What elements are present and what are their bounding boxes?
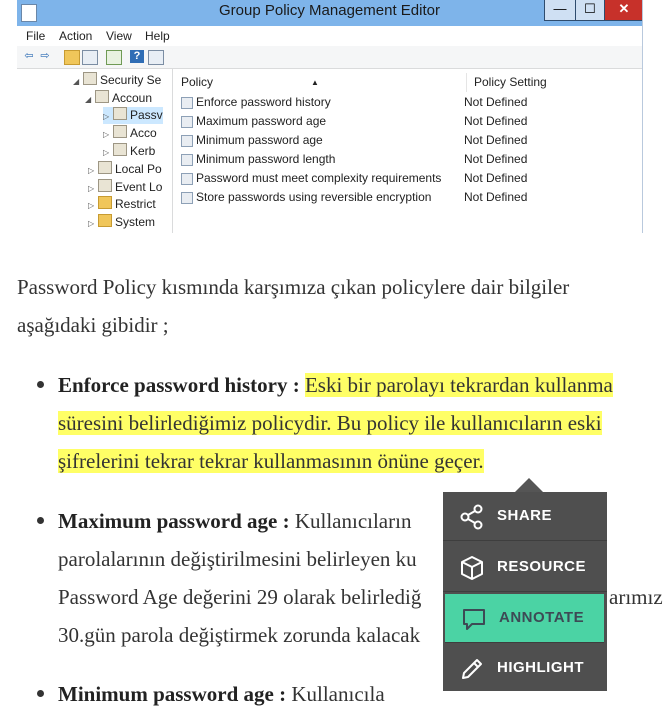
tree-item-security-settings[interactable]: ◢ Security Se	[73, 73, 162, 87]
menubar	[17, 26, 642, 46]
highlight-button[interactable]: HIGHLIGHT	[443, 644, 607, 692]
tree-item-password-policy[interactable]: ▷ Passv	[103, 108, 163, 122]
column-header-setting[interactable]: Policy Setting	[468, 73, 643, 92]
table-row[interactable]: Minimum password age Not Defined	[173, 131, 642, 150]
resource-button[interactable]: RESOURCE	[443, 543, 607, 592]
tree-item-restricted-groups[interactable]: ▷ Restrict	[88, 197, 156, 211]
list-item-line	[58, 442, 484, 480]
help-icon[interactable]: ?	[130, 50, 144, 63]
term-min-age: Minimum password age :	[58, 682, 287, 706]
window-titlebar	[17, 0, 642, 26]
window-title: Group Policy Management Editor	[219, 2, 440, 19]
share-icon	[459, 504, 485, 530]
list-item-line	[58, 366, 613, 404]
tree-item-account-lockout[interactable]: ▷ Acco	[103, 126, 157, 140]
list-item-line: 30.gün parola değiştirmek zorunda kalacak	[58, 623, 421, 647]
policy-icon	[181, 192, 193, 204]
up-folder-icon[interactable]	[64, 50, 80, 65]
list-item-line-fragment: arımız	[609, 585, 663, 609]
tree-item-local-policies[interactable]: ▷ Local Po	[88, 162, 162, 176]
list-item-line	[58, 404, 602, 442]
intro-line: Password Policy kısmında karşımıza çıkan policylere dair bilgiler	[17, 275, 570, 299]
forward-icon[interactable]: ⇨	[40, 50, 50, 62]
maximize-button[interactable]: ☐	[575, 0, 605, 21]
share-menu	[443, 492, 607, 691]
share-button[interactable]: SHARE	[443, 492, 607, 541]
list-item-line: Minimum password age : Kullanıcıla	[58, 682, 385, 706]
cube-icon	[459, 555, 485, 581]
tree-item-event-log[interactable]: ▷ Event Lo	[88, 180, 163, 194]
bullet	[37, 381, 44, 388]
table-row[interactable]: Minimum password length Not Defined	[173, 150, 642, 169]
table-row[interactable]: Maximum password age Not Defined	[173, 112, 642, 131]
close-button[interactable]: ✕	[604, 0, 643, 21]
tree-item-system-services[interactable]: ▷ System	[88, 215, 156, 229]
minimize-button[interactable]: —	[544, 0, 576, 21]
table-row[interactable]: Enforce password history Not Defined	[173, 93, 642, 112]
sort-ascending-icon: ▲	[311, 78, 319, 87]
highlighted-text[interactable]: süresini belirlediğimiz policydir. Bu policy ile kullanıcıların eski	[58, 411, 602, 435]
properties-icon[interactable]	[148, 50, 164, 65]
pencil-icon	[459, 656, 485, 682]
highlighted-text[interactable]: Eski bir parolayı tekrardan kullanma	[304, 373, 613, 397]
list-item-line: Password Age değerini 29 olarak belirlediğ	[58, 585, 422, 609]
tree-item-kerberos[interactable]: ▷ Kerb	[103, 144, 156, 158]
bullet	[37, 517, 44, 524]
policy-icon	[181, 154, 193, 166]
list-item-line: parolalarının değiştirilmesini belirleyen ku	[58, 547, 417, 571]
bullet	[37, 690, 44, 697]
menu-help[interactable]: Help	[145, 29, 170, 43]
toolbar	[17, 46, 642, 69]
policy-icon	[181, 97, 193, 109]
share-menu-pointer	[515, 478, 543, 492]
policy-icon	[181, 116, 193, 128]
list-item-line: Maximum password age : Kullanıcıların	[58, 509, 412, 533]
column-header-policy[interactable]: Policy ▲	[173, 73, 467, 92]
show-tree-icon[interactable]	[82, 50, 98, 65]
term-enforce-history: Enforce password history :	[58, 373, 300, 397]
intro-line: aşağıdaki gibidir ;	[17, 313, 169, 337]
annotate-button[interactable]: ANNOTATE	[445, 594, 604, 643]
comment-icon	[461, 606, 487, 632]
policy-icon	[181, 135, 193, 147]
term-max-age: Maximum password age :	[58, 509, 290, 533]
gpo-editor-screenshot	[17, 0, 643, 233]
console-tree	[17, 69, 173, 233]
menu-action[interactable]: Action	[59, 29, 93, 43]
export-icon[interactable]	[106, 50, 122, 65]
highlighted-text[interactable]: şifrelerini tekrar tekrar kullanmasının önüne geçer.	[58, 449, 484, 473]
policy-icon	[181, 173, 193, 185]
menu-view[interactable]: View	[106, 29, 132, 43]
menu-file[interactable]: File	[26, 29, 46, 43]
table-row[interactable]: Store passwords using reversible encryption Not Defined	[173, 188, 642, 207]
tree-item-account-policies[interactable]: ◢ Accoun	[85, 91, 153, 105]
table-row[interactable]: Password must meet complexity requirements Not Defined	[173, 169, 642, 188]
policy-list	[173, 69, 642, 233]
back-icon[interactable]: ⇦	[24, 50, 34, 62]
